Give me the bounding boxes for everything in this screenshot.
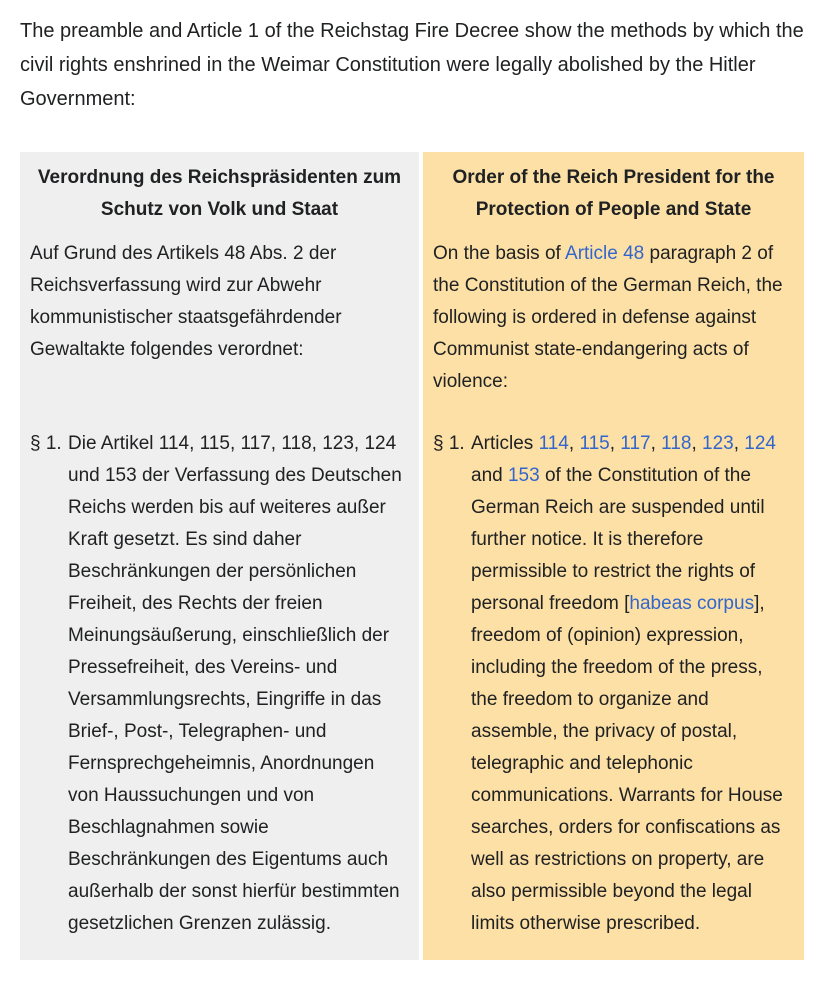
intro-paragraph: The preamble and Article 1 of the Reichstag Fire Decree show the methods by which the civil rights enshrined in the Weimar Constitution were legally abolished by the Hitler Government:	[20, 20, 804, 110]
english-title: Order of the Reich President for the Protection of People and State	[452, 167, 775, 220]
english-preamble: On the basis of Article 48 paragraph 2 of the Constitution of the German Reich, the following is ordered in defense against Communist state-endangering acts of violence:	[423, 238, 804, 428]
article-117-link[interactable]: 117	[620, 433, 651, 454]
german-title-cell	[20, 152, 419, 238]
article-153-link[interactable]: 153	[507, 465, 540, 486]
article-115-link[interactable]: 115	[579, 433, 610, 454]
article-48-link[interactable]: Article 48	[565, 243, 645, 264]
english-section-text: Articles 114, 115, 117, 118, 123, 124 and 153 of the Constitution of the German Reich are suspended until further notice. It is therefore permissible to restrict the rights of personal freedom [habeas corpus], freedom of (opinion) expression, including the freedom of the press, the freedom to organize and assemble, the privacy of postal, telegraphic and telephonic communications. Warrants for House searches, orders for confiscations as well as restrictions on property, are also permissible beyond the legal limits otherwise prescribed.	[471, 433, 783, 934]
habeas-corpus-link[interactable]: habeas corpus	[629, 593, 755, 614]
german-section-text: Die Artikel 114, 115, 117, 118, 123, 124 und 153 der Verfassung des Deutschen Reichs werden bis auf weiteres außer Kraft gesetzt. Es sind daher Beschränkungen der persönlichen Freiheit, des Rechts der freien Meinungsäußerung, einschließlich der Pressefreiheit, des Vereins- und Versammlungsrechts, Eingriffe in das Brief-, Post-, Telegraphen- und Fernsprechgeheimnis, Anordnungen von Haussuchungen und von Beschlagnahmen sowie Beschränkungen des Eigentums auch außerhalb der sonst hierfür bestimmten gesetzlichen Grenzen zulässig.	[68, 433, 402, 934]
german-title: Verordnung des Reichspräsidenten zum Schutz von Volk und Staat	[37, 167, 402, 220]
article-118-link[interactable]: 118	[661, 433, 692, 454]
english-section-1	[423, 428, 804, 960]
german-preamble: Auf Grund des Artikels 48 Abs. 2 der Reichsverfassung wird zur Abwehr kommunistischer staatsgefährdender Gewaltakte folgendes verordnet:	[20, 238, 419, 428]
english-section-row	[433, 428, 794, 940]
german-section-row	[30, 428, 409, 940]
article-124-link[interactable]: 124	[744, 433, 776, 454]
german-section-label: § 1.	[30, 433, 62, 454]
english-title-cell	[423, 152, 804, 238]
article-114-link[interactable]: 114	[538, 433, 569, 454]
german-section-1	[20, 428, 419, 960]
comparison-table	[20, 152, 808, 960]
article-123-link[interactable]: 123	[702, 433, 734, 454]
english-section-label: § 1.	[433, 433, 465, 454]
